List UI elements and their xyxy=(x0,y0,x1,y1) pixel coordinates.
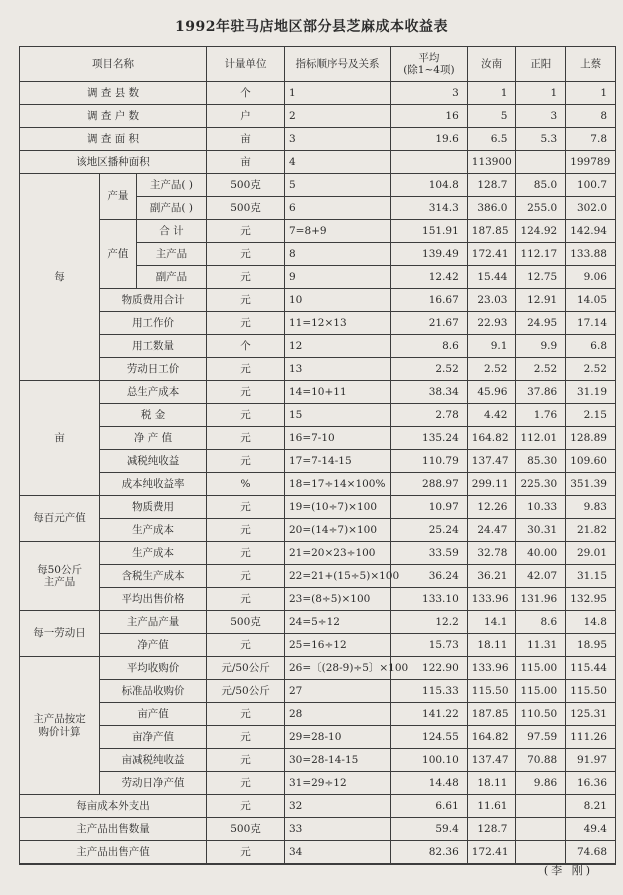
avg-cell: 100.10 xyxy=(390,749,467,772)
shangcai-cell: 74.68 xyxy=(566,841,616,865)
runan-cell: 11.61 xyxy=(467,795,516,818)
unit-cell: 500克 xyxy=(207,197,285,220)
unit-cell: 500克 xyxy=(207,818,285,841)
zhengyang-cell: 9.9 xyxy=(516,335,566,358)
zhengyang-cell: 225.30 xyxy=(516,473,566,496)
shangcai-cell: 115.44 xyxy=(566,657,616,680)
formula-cell: 24=5÷12 xyxy=(284,611,390,634)
formula-cell: 28 xyxy=(284,703,390,726)
zhengyang-cell: 115.00 xyxy=(516,657,566,680)
zhengyang-cell: 9.86 xyxy=(516,772,566,795)
item-name: 生产成本 xyxy=(100,519,207,542)
runan-cell: 164.82 xyxy=(467,427,516,450)
item-name: 平均收购价 xyxy=(100,657,207,680)
runan-cell: 172.41 xyxy=(467,243,516,266)
runan-cell: 36.21 xyxy=(467,565,516,588)
runan-cell: 12.26 xyxy=(467,496,516,519)
table-row xyxy=(20,565,616,588)
item-name: 调 查 面 积 xyxy=(20,128,207,151)
formula-cell: 31=29÷12 xyxy=(284,772,390,795)
table-row xyxy=(20,749,616,772)
table-row xyxy=(20,151,616,174)
avg-cell: 82.36 xyxy=(390,841,467,865)
table-row xyxy=(20,588,616,611)
avg-cell: 151.91 xyxy=(390,220,467,243)
runan-cell: 18.11 xyxy=(467,772,516,795)
unit-cell: 元 xyxy=(207,565,285,588)
item-name: 副产品( ) xyxy=(136,197,206,220)
author-credit: (李 刚) xyxy=(543,864,593,877)
shangcai-cell: 49.4 xyxy=(566,818,616,841)
shangcai-cell: 351.39 xyxy=(566,473,616,496)
header-zhengyang: 正阳 xyxy=(516,47,566,82)
avg-cell: 122.90 xyxy=(390,657,467,680)
runan-cell: 45.96 xyxy=(467,381,516,404)
runan-cell: 299.11 xyxy=(467,473,516,496)
table-row xyxy=(20,542,616,565)
shangcai-cell: 16.36 xyxy=(566,772,616,795)
unit-cell: 个 xyxy=(207,82,285,105)
formula-cell: 15 xyxy=(284,404,390,427)
avg-cell: 288.97 xyxy=(390,473,467,496)
runan-cell: 2.52 xyxy=(467,358,516,381)
runan-cell: 115.50 xyxy=(467,680,516,703)
avg-cell: 36.24 xyxy=(390,565,467,588)
zhengyang-cell: 5.3 xyxy=(516,128,566,151)
shangcai-cell: 142.94 xyxy=(566,220,616,243)
item-name: 主产品产量 xyxy=(100,611,207,634)
formula-cell: 27 xyxy=(284,680,390,703)
header-avg: 平均 (除1~4项) xyxy=(390,47,467,82)
zhengyang-cell: 12.75 xyxy=(516,266,566,289)
header-row xyxy=(20,47,616,82)
unit-cell: 元 xyxy=(207,588,285,611)
unit-cell: 元 xyxy=(207,381,285,404)
zhengyang-cell: 115.00 xyxy=(516,680,566,703)
shangcai-cell: 8.21 xyxy=(566,795,616,818)
unit-cell: 元 xyxy=(207,358,285,381)
unit-cell: 元/50公斤 xyxy=(207,657,285,680)
table-row xyxy=(20,128,616,151)
unit-cell: 亩 xyxy=(207,151,285,174)
avg-cell: 12.2 xyxy=(390,611,467,634)
avg-cell: 3 xyxy=(390,82,467,105)
unit-cell: 元 xyxy=(207,519,285,542)
avg-cell: 12.42 xyxy=(390,266,467,289)
runan-cell: 187.85 xyxy=(467,220,516,243)
table-row xyxy=(20,335,616,358)
zhengyang-cell: 2.52 xyxy=(516,358,566,381)
unit-cell: 元 xyxy=(207,772,285,795)
formula-cell: 19=(10÷7)×100 xyxy=(284,496,390,519)
avg-cell: 141.22 xyxy=(390,703,467,726)
unit-cell: 500克 xyxy=(207,174,285,197)
shangcai-cell: 6.8 xyxy=(566,335,616,358)
table-row xyxy=(20,772,616,795)
group-per-100-yuan: 每百元产值 xyxy=(20,496,100,542)
shangcai-cell: 133.88 xyxy=(566,243,616,266)
unit-cell: 元 xyxy=(207,427,285,450)
unit-cell: 500克 xyxy=(207,611,285,634)
table-row xyxy=(20,634,616,657)
item-name: 该地区播种面积 xyxy=(20,151,207,174)
runan-cell: 15.44 xyxy=(467,266,516,289)
runan-cell: 164.82 xyxy=(467,726,516,749)
item-name: 物质费用合计 xyxy=(100,289,207,312)
runan-cell: 187.85 xyxy=(467,703,516,726)
zhengyang-cell: 1.76 xyxy=(516,404,566,427)
formula-cell: 25=16÷12 xyxy=(284,634,390,657)
avg-cell: 19.6 xyxy=(390,128,467,151)
item-name: 用工作价 xyxy=(100,312,207,335)
runan-cell: 6.5 xyxy=(467,128,516,151)
zhengyang-cell xyxy=(516,841,566,865)
zhengyang-cell: 11.31 xyxy=(516,634,566,657)
table-row xyxy=(20,381,616,404)
unit-cell: 个 xyxy=(207,335,285,358)
formula-cell: 2 xyxy=(284,105,390,128)
avg-cell: 59.4 xyxy=(390,818,467,841)
avg-cell: 104.8 xyxy=(390,174,467,197)
runan-cell: 128.7 xyxy=(467,174,516,197)
header-item: 项目名称 xyxy=(20,47,207,82)
formula-cell: 8 xyxy=(284,243,390,266)
group-by-contract-price: 主产品按定 购价计算 xyxy=(20,657,100,795)
shangcai-cell: 9.06 xyxy=(566,266,616,289)
unit-cell: 元 xyxy=(207,404,285,427)
item-name: 调 查 县 数 xyxy=(20,82,207,105)
unit-cell: 元 xyxy=(207,749,285,772)
avg-cell: 16 xyxy=(390,105,467,128)
runan-cell: 113900 xyxy=(467,151,516,174)
unit-cell: 元 xyxy=(207,243,285,266)
unit-cell: 元 xyxy=(207,266,285,289)
table-row xyxy=(20,404,616,427)
shangcai-cell: 21.82 xyxy=(566,519,616,542)
unit-cell: 元 xyxy=(207,634,285,657)
zhengyang-cell: 255.0 xyxy=(516,197,566,220)
subgroup-yield: 产量 xyxy=(100,174,137,220)
zhengyang-cell: 37.86 xyxy=(516,381,566,404)
unit-cell: % xyxy=(207,473,285,496)
avg-cell: 10.97 xyxy=(390,496,467,519)
avg-cell: 8.6 xyxy=(390,335,467,358)
formula-cell: 3 xyxy=(284,128,390,151)
shangcai-cell: 132.95 xyxy=(566,588,616,611)
runan-cell: 22.93 xyxy=(467,312,516,335)
avg-cell: 15.73 xyxy=(390,634,467,657)
group-per-labor-day: 每一劳动日 xyxy=(20,611,100,657)
avg-cell: 110.79 xyxy=(390,450,467,473)
item-name: 劳动日工价 xyxy=(100,358,207,381)
shangcai-cell: 1 xyxy=(566,82,616,105)
table-row xyxy=(20,82,616,105)
formula-cell: 23=(8÷5)×100 xyxy=(284,588,390,611)
runan-cell: 133.96 xyxy=(467,588,516,611)
item-name: 合 计 xyxy=(136,220,206,243)
table-row xyxy=(20,703,616,726)
formula-cell: 6 xyxy=(284,197,390,220)
formula-cell: 5 xyxy=(284,174,390,197)
table-row xyxy=(20,174,616,197)
avg-cell: 14.48 xyxy=(390,772,467,795)
table-row xyxy=(20,358,616,381)
table-row xyxy=(20,312,616,335)
item-name: 税 金 xyxy=(100,404,207,427)
item-name: 劳动日净产值 xyxy=(100,772,207,795)
table-row xyxy=(20,818,616,841)
item-name: 主产品出售数量 xyxy=(20,818,207,841)
zhengyang-cell xyxy=(516,818,566,841)
zhengyang-cell: 42.07 xyxy=(516,565,566,588)
formula-cell: 22=21+(15÷5)×100 xyxy=(284,565,390,588)
zhengyang-cell: 12.91 xyxy=(516,289,566,312)
runan-cell: 128.7 xyxy=(467,818,516,841)
runan-cell: 133.96 xyxy=(467,657,516,680)
unit-cell: 元 xyxy=(207,450,285,473)
avg-cell: 133.10 xyxy=(390,588,467,611)
avg-cell: 16.67 xyxy=(390,289,467,312)
avg-cell: 124.55 xyxy=(390,726,467,749)
table-row xyxy=(20,657,616,680)
item-name: 平均出售价格 xyxy=(100,588,207,611)
runan-cell: 137.47 xyxy=(467,749,516,772)
header-unit: 计量单位 xyxy=(207,47,285,82)
unit-cell: 元 xyxy=(207,841,285,865)
formula-cell: 11=12×13 xyxy=(284,312,390,335)
item-name: 物质费用 xyxy=(100,496,207,519)
table-row xyxy=(20,795,616,818)
zhengyang-cell: 97.59 xyxy=(516,726,566,749)
table-row xyxy=(20,726,616,749)
avg-cell xyxy=(390,151,467,174)
table-row xyxy=(20,841,616,865)
item-name: 总生产成本 xyxy=(100,381,207,404)
shangcai-cell: 109.60 xyxy=(566,450,616,473)
header-formula: 指标顺序号及关系 xyxy=(284,47,390,82)
unit-cell: 元 xyxy=(207,542,285,565)
zhengyang-cell: 110.50 xyxy=(516,703,566,726)
table-row xyxy=(20,105,616,128)
shangcai-cell: 7.8 xyxy=(566,128,616,151)
unit-cell: 户 xyxy=(207,105,285,128)
zhengyang-cell: 30.31 xyxy=(516,519,566,542)
formula-cell: 21=20×23÷100 xyxy=(284,542,390,565)
item-name: 每亩成本外支出 xyxy=(20,795,207,818)
table-row xyxy=(20,427,616,450)
zhengyang-cell: 8.6 xyxy=(516,611,566,634)
zhengyang-cell: 85.30 xyxy=(516,450,566,473)
table-row xyxy=(20,473,616,496)
shangcai-cell: 2.15 xyxy=(566,404,616,427)
runan-cell: 14.1 xyxy=(467,611,516,634)
item-name: 副产品 xyxy=(136,266,206,289)
avg-cell: 2.52 xyxy=(390,358,467,381)
zhengyang-cell: 85.0 xyxy=(516,174,566,197)
formula-cell: 30=28-14-15 xyxy=(284,749,390,772)
formula-cell: 29=28-10 xyxy=(284,726,390,749)
shangcai-cell: 29.01 xyxy=(566,542,616,565)
formula-cell: 34 xyxy=(284,841,390,865)
avg-cell: 135.24 xyxy=(390,427,467,450)
table-title: 1992年驻马店地区部分县芝麻成本收益表 xyxy=(175,19,448,35)
zhengyang-cell xyxy=(516,151,566,174)
shangcai-cell: 2.52 xyxy=(566,358,616,381)
item-name: 减税纯收益 xyxy=(100,450,207,473)
zhengyang-cell: 24.95 xyxy=(516,312,566,335)
item-name: 调 查 户 数 xyxy=(20,105,207,128)
shangcai-cell: 9.83 xyxy=(566,496,616,519)
zhengyang-cell xyxy=(516,795,566,818)
item-name: 亩减税纯收益 xyxy=(100,749,207,772)
shangcai-cell: 128.89 xyxy=(566,427,616,450)
table-row xyxy=(20,680,616,703)
shangcai-cell: 115.50 xyxy=(566,680,616,703)
formula-cell: 12 xyxy=(284,335,390,358)
shangcai-cell: 91.97 xyxy=(566,749,616,772)
runan-cell: 32.78 xyxy=(467,542,516,565)
runan-cell: 5 xyxy=(467,105,516,128)
table-row xyxy=(20,611,616,634)
shangcai-cell: 199789 xyxy=(566,151,616,174)
unit-cell: 亩 xyxy=(207,128,285,151)
formula-cell: 33 xyxy=(284,818,390,841)
formula-cell: 17=7-14-15 xyxy=(284,450,390,473)
unit-cell: 元 xyxy=(207,496,285,519)
table-row xyxy=(20,289,616,312)
shangcai-cell: 14.05 xyxy=(566,289,616,312)
shangcai-cell: 302.0 xyxy=(566,197,616,220)
table-row xyxy=(20,519,616,542)
table-row xyxy=(20,496,616,519)
unit-cell: 元 xyxy=(207,289,285,312)
item-name: 含税生产成本 xyxy=(100,565,207,588)
table-body xyxy=(20,82,616,865)
shangcai-cell: 14.8 xyxy=(566,611,616,634)
formula-cell: 18=17÷14×100% xyxy=(284,473,390,496)
formula-cell: 9 xyxy=(284,266,390,289)
item-name: 标准品收购价 xyxy=(100,680,207,703)
avg-cell: 2.78 xyxy=(390,404,467,427)
header-shangcai: 上蔡 xyxy=(566,47,616,82)
shangcai-cell: 18.95 xyxy=(566,634,616,657)
shangcai-cell: 100.7 xyxy=(566,174,616,197)
formula-cell: 7=8+9 xyxy=(284,220,390,243)
zhengyang-cell: 70.88 xyxy=(516,749,566,772)
runan-cell: 386.0 xyxy=(467,197,516,220)
shangcai-cell: 111.26 xyxy=(566,726,616,749)
group-per-mu-upper: 每 xyxy=(20,174,100,381)
shangcai-cell: 31.19 xyxy=(566,381,616,404)
item-name: 净 产 值 xyxy=(100,427,207,450)
avg-cell: 21.67 xyxy=(390,312,467,335)
table-row xyxy=(20,450,616,473)
item-name: 用工数量 xyxy=(100,335,207,358)
runan-cell: 172.41 xyxy=(467,841,516,865)
group-per-mu-lower: 亩 xyxy=(20,381,100,496)
item-name: 主产品出售产值 xyxy=(20,841,207,865)
runan-cell: 23.03 xyxy=(467,289,516,312)
runan-cell: 18.11 xyxy=(467,634,516,657)
formula-cell: 4 xyxy=(284,151,390,174)
item-name: 亩净产值 xyxy=(100,726,207,749)
formula-cell: 26=〔(28-9)÷5〕×100 xyxy=(284,657,390,680)
zhengyang-cell: 112.01 xyxy=(516,427,566,450)
runan-cell: 137.47 xyxy=(467,450,516,473)
formula-cell: 32 xyxy=(284,795,390,818)
zhengyang-cell: 124.92 xyxy=(516,220,566,243)
zhengyang-cell: 131.96 xyxy=(516,588,566,611)
runan-cell: 24.47 xyxy=(467,519,516,542)
header-runan: 汝南 xyxy=(467,47,516,82)
shangcai-cell: 31.15 xyxy=(566,565,616,588)
avg-cell: 115.33 xyxy=(390,680,467,703)
table-row xyxy=(20,220,616,243)
item-name: 主产品( ) xyxy=(136,174,206,197)
cost-benefit-table xyxy=(19,46,616,865)
avg-cell: 6.61 xyxy=(390,795,467,818)
formula-cell: 14=10+11 xyxy=(284,381,390,404)
shangcai-cell: 125.31 xyxy=(566,703,616,726)
unit-cell: 元 xyxy=(207,726,285,749)
unit-cell: 元 xyxy=(207,703,285,726)
runan-cell: 9.1 xyxy=(467,335,516,358)
avg-cell: 139.49 xyxy=(390,243,467,266)
unit-cell: 元 xyxy=(207,312,285,335)
zhengyang-cell: 10.33 xyxy=(516,496,566,519)
item-name: 净产值 xyxy=(100,634,207,657)
subgroup-value: 产值 xyxy=(100,220,137,289)
avg-cell: 314.3 xyxy=(390,197,467,220)
formula-cell: 20=(14÷7)×100 xyxy=(284,519,390,542)
avg-cell: 33.59 xyxy=(390,542,467,565)
unit-cell: 元/50公斤 xyxy=(207,680,285,703)
zhengyang-cell: 40.00 xyxy=(516,542,566,565)
runan-cell: 4.42 xyxy=(467,404,516,427)
item-name: 亩产值 xyxy=(100,703,207,726)
shangcai-cell: 17.14 xyxy=(566,312,616,335)
group-per-50-kg: 每50公斤 主产品 xyxy=(20,542,100,611)
formula-cell: 16=7-10 xyxy=(284,427,390,450)
formula-cell: 1 xyxy=(284,82,390,105)
item-name: 生产成本 xyxy=(100,542,207,565)
item-name: 主产品 xyxy=(136,243,206,266)
runan-cell: 1 xyxy=(467,82,516,105)
zhengyang-cell: 112.17 xyxy=(516,243,566,266)
avg-cell: 25.24 xyxy=(390,519,467,542)
unit-cell: 元 xyxy=(207,795,285,818)
zhengyang-cell: 1 xyxy=(516,82,566,105)
shangcai-cell: 8 xyxy=(566,105,616,128)
unit-cell: 元 xyxy=(207,220,285,243)
avg-cell: 38.34 xyxy=(390,381,467,404)
formula-cell: 10 xyxy=(284,289,390,312)
item-name: 成本纯收益率 xyxy=(100,473,207,496)
formula-cell: 13 xyxy=(284,358,390,381)
zhengyang-cell: 3 xyxy=(516,105,566,128)
